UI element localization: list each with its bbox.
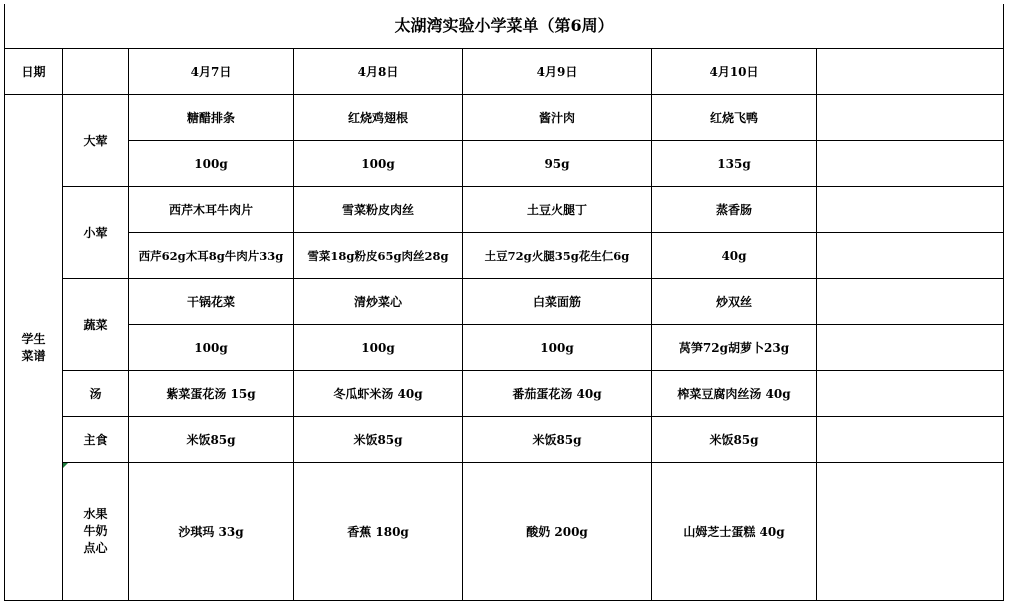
soup-cell[interactable]: 榨菜豆腐肉丝汤 40g bbox=[652, 371, 817, 417]
amount-cell[interactable]: 40g bbox=[652, 233, 817, 279]
empty-cell[interactable] bbox=[817, 279, 1004, 325]
menu-title[interactable]: 太湖湾实验小学菜单（第6周） bbox=[5, 4, 1004, 49]
dish-cell[interactable]: 酱汁肉 bbox=[463, 95, 652, 141]
amount-cell[interactable]: 土豆72g火腿35g花生仁6g bbox=[463, 233, 652, 279]
dish-cell[interactable]: 西芹木耳牛肉片 bbox=[129, 187, 294, 233]
category-soup[interactable]: 汤 bbox=[63, 371, 129, 417]
category-staple[interactable]: 主食 bbox=[63, 417, 129, 463]
staple-cell[interactable]: 米饭85g bbox=[294, 417, 463, 463]
staple-cell[interactable]: 米饭85g bbox=[129, 417, 294, 463]
empty-cell[interactable] bbox=[817, 417, 1004, 463]
category-fruit-snack[interactable]: 水果牛奶点心 bbox=[63, 463, 129, 601]
amount-cell[interactable]: 95g bbox=[463, 141, 652, 187]
category-header-cell[interactable] bbox=[63, 49, 129, 95]
empty-cell[interactable] bbox=[817, 325, 1004, 371]
empty-cell[interactable] bbox=[817, 49, 1004, 95]
soup-cell[interactable]: 番茄蛋花汤 40g bbox=[463, 371, 652, 417]
empty-cell[interactable] bbox=[817, 371, 1004, 417]
category-main-dish[interactable]: 大荤 bbox=[63, 95, 129, 187]
dish-cell[interactable]: 蒸香肠 bbox=[652, 187, 817, 233]
day-header[interactable]: 4月10日 bbox=[652, 49, 817, 95]
empty-cell[interactable] bbox=[817, 187, 1004, 233]
dish-cell[interactable]: 糖醋排条 bbox=[129, 95, 294, 141]
soup-cell[interactable]: 冬瓜虾米汤 40g bbox=[294, 371, 463, 417]
dish-cell[interactable]: 炒双丝 bbox=[652, 279, 817, 325]
day-header[interactable]: 4月9日 bbox=[463, 49, 652, 95]
date-label[interactable]: 日期 bbox=[5, 49, 63, 95]
category-side-dish[interactable]: 小荤 bbox=[63, 187, 129, 279]
amount-cell[interactable]: 西芹62g木耳8g牛肉片33g bbox=[129, 233, 294, 279]
fruit-cell[interactable]: 山姆芝士蛋糕 40g bbox=[652, 463, 817, 601]
amount-cell[interactable]: 100g bbox=[129, 325, 294, 371]
category-vegetable[interactable]: 蔬菜 bbox=[63, 279, 129, 371]
staple-cell[interactable]: 米饭85g bbox=[652, 417, 817, 463]
dish-cell[interactable]: 清炒菜心 bbox=[294, 279, 463, 325]
dish-cell[interactable]: 红烧鸡翅根 bbox=[294, 95, 463, 141]
amount-cell[interactable]: 100g bbox=[129, 141, 294, 187]
empty-cell[interactable] bbox=[817, 141, 1004, 187]
student-menu-label[interactable]: 学生菜谱 bbox=[5, 95, 63, 601]
dish-cell[interactable]: 红烧飞鸭 bbox=[652, 95, 817, 141]
fruit-cell[interactable]: 沙琪玛 33g bbox=[129, 463, 294, 601]
menu-table bbox=[4, 4, 1004, 601]
amount-cell[interactable]: 莴笋72g胡萝卜23g bbox=[652, 325, 817, 371]
selection-indicator bbox=[5, 323, 6, 367]
staple-cell[interactable]: 米饭85g bbox=[463, 417, 652, 463]
dish-cell[interactable]: 雪菜粉皮肉丝 bbox=[294, 187, 463, 233]
amount-cell[interactable]: 135g bbox=[652, 141, 817, 187]
amount-cell[interactable]: 100g bbox=[294, 141, 463, 187]
amount-cell[interactable]: 100g bbox=[463, 325, 652, 371]
day-header[interactable]: 4月7日 bbox=[129, 49, 294, 95]
fruit-cell[interactable]: 酸奶 200g bbox=[463, 463, 652, 601]
amount-cell[interactable]: 雪菜18g粉皮65g肉丝28g bbox=[294, 233, 463, 279]
cell-comment-marker bbox=[63, 463, 68, 468]
dish-cell[interactable]: 白菜面筋 bbox=[463, 279, 652, 325]
empty-cell[interactable] bbox=[817, 233, 1004, 279]
fruit-cell[interactable]: 香蕉 180g bbox=[294, 463, 463, 601]
empty-cell[interactable] bbox=[817, 95, 1004, 141]
empty-cell[interactable] bbox=[817, 463, 1004, 601]
day-header[interactable]: 4月8日 bbox=[294, 49, 463, 95]
dish-cell[interactable]: 土豆火腿丁 bbox=[463, 187, 652, 233]
amount-cell[interactable]: 100g bbox=[294, 325, 463, 371]
soup-cell[interactable]: 紫菜蛋花汤 15g bbox=[129, 371, 294, 417]
dish-cell[interactable]: 干锅花菜 bbox=[129, 279, 294, 325]
